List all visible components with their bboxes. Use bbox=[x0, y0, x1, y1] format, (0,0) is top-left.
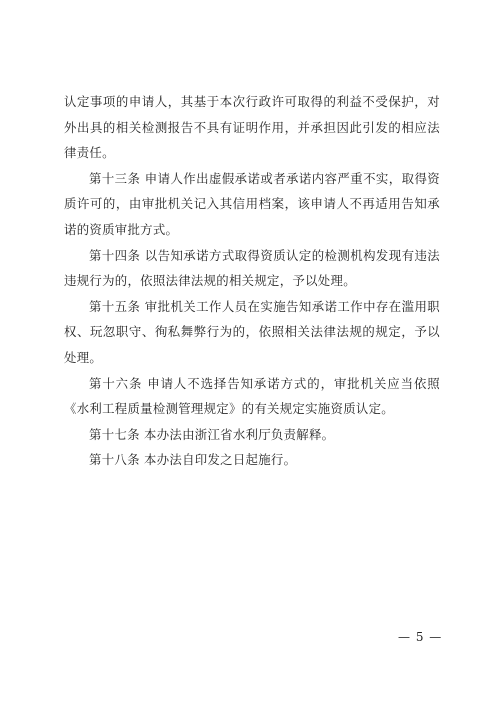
article-13: 第十三条 申请人作出虚假承诺或者承诺内容严重不实，取得资质许可的，由审批机关记入其信用档案，该申请人不再适用告知承诺的资质审批方式。 bbox=[64, 170, 440, 237]
article-17: 第十七条 本办法由浙江省水利厅负责解释。 bbox=[89, 426, 335, 442]
article-14: 第十四条 以告知承诺方式取得资质认定的检测机构发现有违法违规行为的，依照法律法规的相关规定，予以处理。 bbox=[64, 247, 440, 289]
page-number: — 5 — bbox=[398, 630, 443, 644]
article-16: 第十六条 申请人不选择告知承诺方式的，审批机关应当依照《水利工程质量检测管理规定》的有关规定实施资质认定。 bbox=[64, 375, 440, 417]
paragraph-continuation: 认定事项的申请人，其基于本次行政许可取得的利益不受保护，对外出具的相关检测报告不具有证明作用，并承担因此引发的相应法律责任。 bbox=[64, 94, 440, 161]
article-18: 第十八条 本办法自印发之日起施行。 bbox=[89, 452, 297, 468]
body-text bbox=[64, 89, 440, 473]
article-15: 第十五条 审批机关工作人员在实施告知承诺工作中存在滥用职权、玩忽职守、徇私舞弊行为的，依照相关法律法规的规定，予以处理。 bbox=[64, 298, 440, 365]
